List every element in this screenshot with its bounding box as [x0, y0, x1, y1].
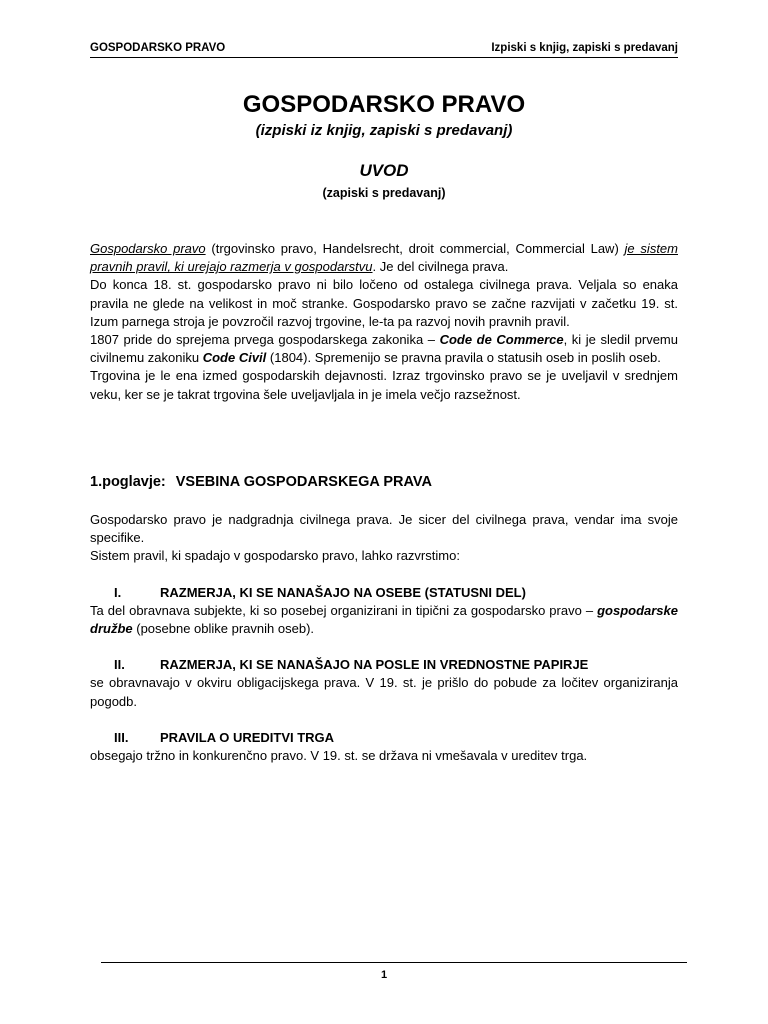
item-text-1-a: Ta del obravnava subjekte, ki so posebej organizirani in tipični za gospodarsko pravo – — [90, 602, 598, 618]
header-right-title: Izpiski s knjig, zapiski s predavanj — [491, 42, 678, 54]
item-title-2: RAZMERJA, KI SE NANAŠAJO NA POSLE IN VREDNOSTNE PAPIRJE — [160, 657, 589, 673]
item-number-2: II. — [114, 657, 125, 673]
intro-p3-e: (1804). Spremenijo se pravna pravila o statusih oseb in poslih oseb. — [266, 350, 661, 366]
chapter-heading — [90, 474, 432, 490]
definition-text: je sistem pravnih pravil, ki urejajo razmerja v gospodarstvu — [90, 241, 678, 275]
item-heading-2 — [90, 656, 678, 674]
intro-p1-mid: (trgovinsko pravo, Handelsrecht, droit commercial, Commercial Law) — [205, 241, 625, 256]
item-text-2: se obravnavajo v okviru obligacijskega prava. V 19. st. je prišlo do pobude za ločitev organiziranja pogodb. — [90, 675, 678, 709]
item-number-3: III. — [114, 729, 129, 745]
term-gospodarsko-pravo: Gospodarsko pravo — [90, 241, 206, 256]
intro-paragraph-1 — [90, 240, 678, 276]
title-block — [90, 90, 678, 202]
chapter-paragraph-2: Sistem pravil, ki spadajo v gospodarsko pravo, lahko razvrstimo: — [90, 548, 460, 564]
page-header — [90, 42, 678, 58]
header-left-title: GOSPODARSKO PRAVO — [90, 42, 226, 54]
item-title-1: RAZMERJA, KI SE NANAŠAJO NA OSEBE (STATUSNI DEL) — [160, 584, 526, 600]
code-de-commerce: Code de Commerce — [439, 332, 564, 348]
code-civil: Code Civil — [202, 350, 267, 366]
chapter-title: VSEBINA GOSPODARSKEGA PRAVA — [175, 474, 432, 490]
intro-p3-c: , ki je sledil prvemu civilnemu zakoniku — [90, 332, 678, 366]
item-text-1-c: (posebne oblike pravnih oseb). — [132, 621, 315, 637]
intro-paragraph-2: Do konca 18. st. gospodarsko pravo ni bilo ločeno od ostalega civilnega prava. Veljala so enaka pravila ne glede na velikost in moč stranke. Gospodarsko pravo se začne razvijati v začetku 19. st. Izum parnega stroja je povzročil razvoj trgovine, le-ta pa razvoj novih pravnih pravil. — [90, 277, 678, 329]
gospodarske-druzbe: gospodarske družbe — [90, 602, 678, 637]
chapter-paragraph-1: Gospodarsko pravo je nadgradnja civilnega prava. Je sicer del civilnega prava, vendar ima svoje specifike. — [90, 512, 678, 546]
intro-paragraph-4: Trgovina je le ena izmed gospodarskih dejavnosti. Izraz trgovinsko pravo se je uveljavil v srednjem veku, ker se je takrat trgovina šele uveljavljala in je imela večjo razsežnost. — [90, 368, 678, 402]
document-subtitle: (izpiski iz knjig, zapiski s predavanj) — [255, 122, 513, 139]
document-title: GOSPODARSKO PRAVO — [242, 91, 526, 118]
item-heading-1 — [90, 584, 678, 602]
footer-rule — [101, 962, 687, 963]
item-title-3: PRAVILA O UREDITVI TRGA — [160, 729, 335, 745]
item-text-1 — [90, 602, 678, 638]
item-text-3: obsegajo tržno in konkurenčno pravo. V 19. st. se država ni vmešavala v ureditev trga. — [90, 748, 588, 764]
item-heading-3 — [90, 729, 678, 747]
intro-body — [90, 240, 678, 404]
intro-p1-end: . Je del civilnega prava. — [372, 259, 509, 275]
intro-paragraph-3 — [90, 331, 678, 367]
chapter-body — [90, 511, 678, 765]
section-subtitle: (zapiski s predavanj) — [322, 186, 446, 200]
page-number: 1 — [380, 969, 388, 981]
chapter-number: 1.poglavje: — [90, 474, 166, 490]
intro-p3-a: 1807 pride do sprejema prvega gospodarskega zakonika – — [90, 332, 440, 348]
section-title: UVOD — [359, 161, 409, 180]
item-number-1: I. — [114, 584, 122, 600]
